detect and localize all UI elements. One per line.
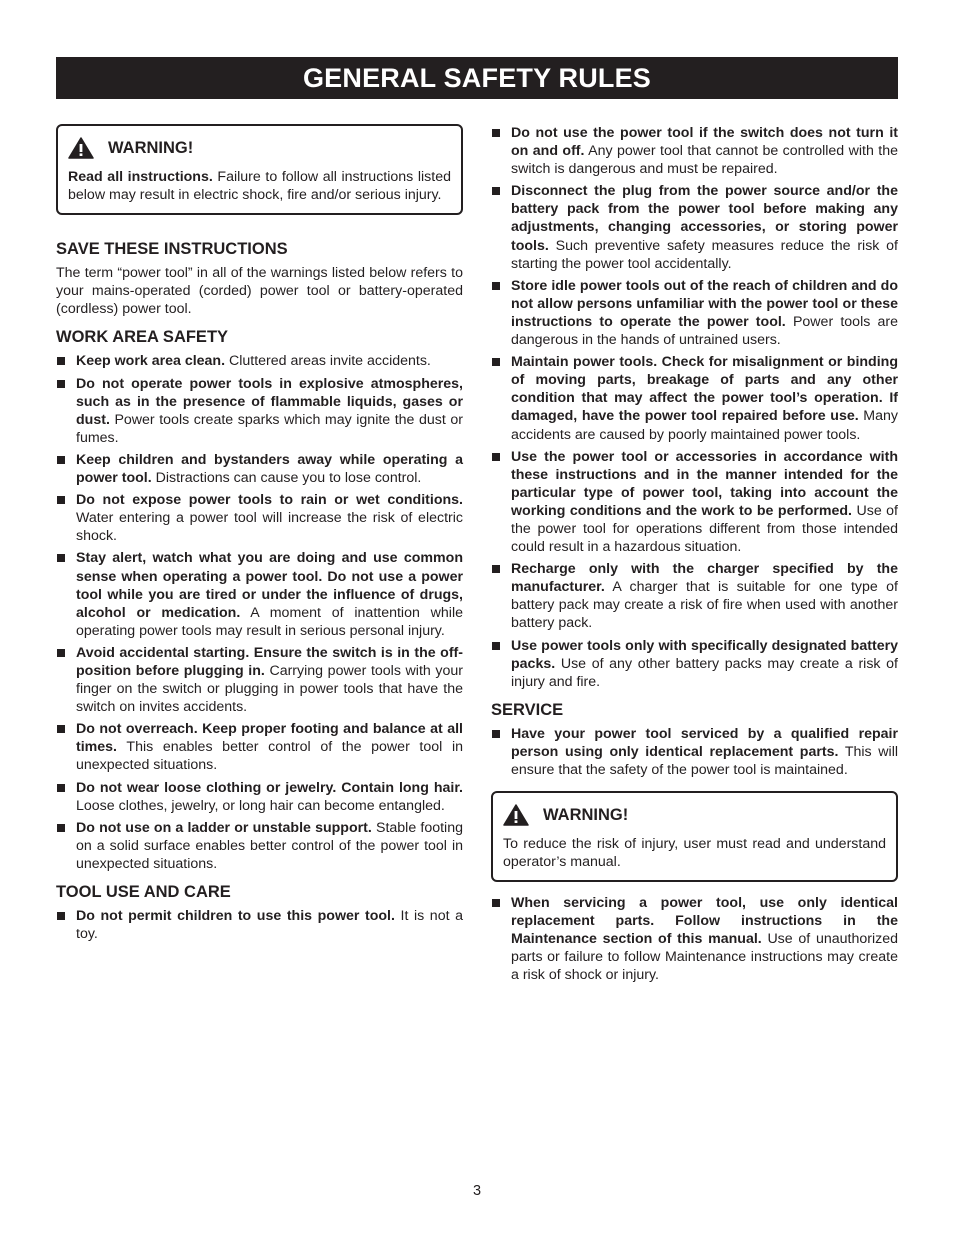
item-bold: Use power tools only with specifically designated battery packs. bbox=[511, 637, 898, 672]
warning-body: Failure to follow all instructions listed below may result in electric shock, fire and/or serious injury. bbox=[68, 169, 451, 204]
list-item bbox=[56, 779, 463, 815]
item-bold: Have your power tool serviced by a qualified repair person using only identical replacement parts. bbox=[511, 725, 898, 760]
list-item bbox=[56, 819, 463, 873]
list-item bbox=[491, 894, 898, 984]
item-bold: Do not wear loose clothing or jewelry. Contain long hair. bbox=[76, 779, 463, 796]
save-instructions-text: The term “power tool” in all of the warnings listed below refers to your mains-operated (corded) power tool or battery-operated (cordless) power tool. bbox=[56, 264, 463, 318]
item-text: This will ensure that the safety of the power tool is maintained. bbox=[511, 743, 899, 778]
item-bold: Do not operate power tools in explosive atmospheres, such as in the presence of flammable liquids, gases or dust. bbox=[76, 375, 463, 428]
work-area-list bbox=[56, 352, 463, 873]
list-item bbox=[491, 448, 898, 557]
item-bold: When servicing a power tool, use only identical replacement parts. Follow instructions in the Maintenance section of this manual. bbox=[511, 894, 898, 947]
warning-title: WARNING! bbox=[543, 805, 629, 824]
item-text: Distractions can cause you to lose control. bbox=[151, 470, 422, 487]
item-text: Carrying power tools with your finger on the switch or plugging in power tools that have the switch on invites accidents. bbox=[76, 662, 463, 716]
item-text: Loose clothes, jewelry, or long hair can become entangled. bbox=[76, 797, 445, 814]
service-list bbox=[491, 725, 898, 779]
warning-bold: Read all instructions. bbox=[68, 169, 213, 185]
list-item bbox=[491, 560, 898, 632]
item-bold: Keep work area clean. bbox=[76, 353, 226, 370]
item-bold: Do not permit children to use this power tool. bbox=[76, 908, 395, 925]
item-bold: Maintain power tools. Check for misalignment or binding of moving parts, breakage of parts and any other condition that may affect the power tool’s operation. If damaged, have the power tool repaired before use. bbox=[511, 354, 898, 425]
list-item bbox=[491, 124, 898, 178]
work-area-heading: WORK AREA SAFETY bbox=[56, 328, 229, 347]
list-item bbox=[491, 353, 898, 443]
page-title: GENERAL SAFETY RULES bbox=[56, 57, 898, 99]
page-number: 3 bbox=[472, 1183, 482, 1199]
list-item bbox=[56, 451, 463, 487]
item-text: Use of the power tool for operations different from those intended could result in a hazardous situation. bbox=[511, 502, 898, 556]
warning-header bbox=[503, 804, 886, 826]
warning-box-service bbox=[491, 791, 898, 882]
warning-triangle-icon bbox=[503, 804, 529, 826]
item-text: Such preventive safety measures reduce the risk of starting the power tool accidentally. bbox=[511, 237, 898, 272]
item-bold: Do not use on a ladder or unstable support. bbox=[76, 819, 372, 836]
item-bold: Disconnect the plug from the power source and/or the battery pack from the power tool before making any adjustments, changing accessories, or storing power tools. bbox=[511, 183, 898, 254]
item-text: Any power tool that cannot be controlled with the switch is dangerous and must be repaired. bbox=[511, 143, 898, 178]
item-text: Cluttered areas invite accidents. bbox=[225, 353, 431, 370]
item-bold: Do not expose power tools to rain or wet conditions. bbox=[76, 492, 463, 509]
warning-box-top bbox=[56, 124, 463, 215]
list-item bbox=[56, 644, 463, 716]
tool-use-list-left bbox=[56, 907, 463, 943]
item-bold: Keep children and bystanders away while operating a power tool. bbox=[76, 451, 463, 487]
service-list-after bbox=[491, 894, 898, 984]
item-text: Many accidents are caused by poorly maintained power tools. bbox=[511, 408, 898, 443]
warning-header bbox=[68, 137, 451, 159]
item-text: Stable footing on a solid surface enables better control of the power tool in unexpected situations. bbox=[76, 819, 463, 872]
item-bold: Do not use the power tool if the switch does not turn it on and off. bbox=[511, 125, 898, 160]
list-item bbox=[56, 491, 463, 545]
list-item bbox=[491, 277, 898, 349]
tool-use-heading: TOOL USE AND CARE bbox=[56, 883, 231, 902]
list-item bbox=[56, 375, 463, 447]
list-item bbox=[56, 720, 463, 774]
tool-use-list-right bbox=[491, 124, 898, 691]
service-heading: SERVICE bbox=[491, 700, 564, 719]
item-bold: Recharge only with the charger specified by the manufacturer. bbox=[511, 561, 898, 596]
item-text: Power tools create sparks which may ignite the dust or fumes. bbox=[76, 411, 463, 446]
item-text: Use of unauthorized parts or failure to follow Maintenance instructions may create a risk of shock or injury. bbox=[511, 930, 898, 984]
list-item bbox=[491, 182, 898, 272]
list-item bbox=[56, 352, 463, 370]
list-item bbox=[56, 907, 463, 943]
list-item bbox=[56, 549, 463, 639]
right-column bbox=[491, 124, 898, 988]
save-instructions-heading: SAVE THESE INSTRUCTIONS bbox=[56, 239, 288, 258]
item-bold: Avoid accidental starting. Ensure the switch is in the off-position before plugging in. bbox=[76, 644, 463, 679]
item-text: Power tools are dangerous in the hands of untrained users. bbox=[511, 313, 899, 349]
item-text: Use of any other battery packs may create a risk of injury and fire. bbox=[511, 655, 898, 690]
item-bold: Use the power tool or accessories in accordance with these instructions and in the manner intended for the particular type of power tool, taking into account the working conditions and the work to be performed. bbox=[511, 448, 898, 519]
item-bold: Stay alert, watch what you are doing and use common sense when operating a power tool. Do not use a power tool while you are tired or under the influence of drugs, alcohol or medication. bbox=[76, 550, 463, 621]
item-text: It is not a toy. bbox=[76, 908, 463, 943]
item-text: Water entering a power tool will increase the risk of electric shock. bbox=[76, 510, 463, 545]
item-text: This enables better control of the power tool in unexpected situations. bbox=[76, 739, 463, 774]
warning-text bbox=[68, 168, 451, 205]
left-column bbox=[56, 124, 463, 947]
item-text: A moment of inattention while operating power tools may result in serious personal injury. bbox=[76, 604, 463, 639]
item-text: A charger that is suitable for one type of battery pack may create a risk of fire when used with another battery pack. bbox=[511, 579, 898, 632]
warning-title: WARNING! bbox=[108, 138, 194, 157]
list-item bbox=[491, 725, 898, 779]
item-bold: Do not overreach. Keep proper footing and balance at all times. bbox=[76, 721, 463, 756]
warning-triangle-icon bbox=[68, 137, 94, 159]
list-item bbox=[491, 637, 898, 691]
warning-text: To reduce the risk of injury, user must read and understand operator’s manual. bbox=[503, 836, 886, 871]
item-bold: Store idle power tools out of the reach of children and do not allow persons unfamiliar with the power tool or these instructions to operate the power tool. bbox=[511, 277, 898, 330]
